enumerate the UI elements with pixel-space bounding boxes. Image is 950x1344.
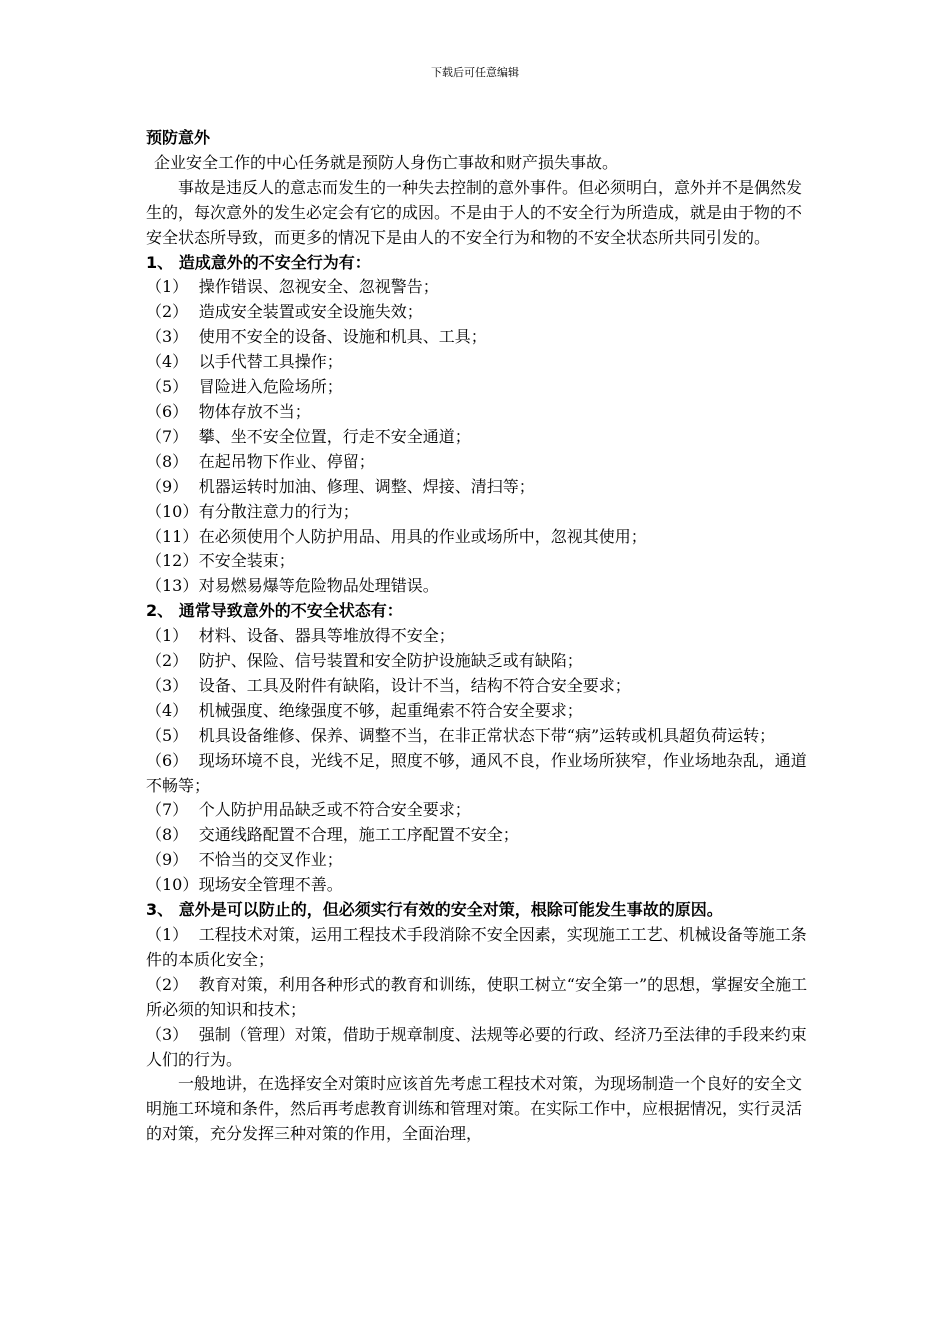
section-2-list (146, 624, 808, 898)
list-item-marker: （13） (146, 576, 199, 596)
list-item-marker: （5） (146, 725, 189, 745)
list-item (146, 500, 808, 525)
section-2-heading: 2、 通常导致意外的不安全状态有： (146, 601, 403, 621)
list-item-marker: （3） (146, 1024, 189, 1044)
list-item-marker: （12） (146, 551, 199, 571)
list-item-marker: （8） (146, 451, 189, 471)
list-item-marker: （8） (146, 825, 189, 845)
list-item-marker: （1） (146, 925, 189, 944)
list-item (146, 450, 808, 475)
page-header: 下载后可任意编辑 (431, 66, 519, 79)
section-3-list (146, 923, 808, 1072)
intro-paragraph-1: 企业安全工作的中心任务就是预防人身伤亡事故和财产损失事故。 (154, 152, 619, 172)
list-item-marker: （6） (146, 401, 189, 421)
list-item-text: 有分散注意力的行为； (198, 501, 359, 521)
list-item-text: 在必须使用个人防护用品、用具的作业或场所中，忽视其使用； (198, 526, 647, 546)
list-item-text: 机械强度、绝缘强度不够，起重绳索不符合安全要求； (198, 700, 583, 720)
list-item-text: 物体存放不当； (198, 401, 311, 421)
list-item (146, 400, 808, 425)
list-item-marker: （10） (146, 501, 199, 521)
list-item (146, 475, 808, 500)
list-item-marker: （2） (146, 302, 189, 322)
list-item-text: 交通线路配置不合理，施工工序配置不安全； (198, 825, 519, 845)
section-1-list (146, 275, 808, 599)
list-item (146, 973, 808, 1023)
list-item (146, 699, 808, 724)
list-item (146, 749, 808, 799)
list-item-text: 个人防护用品缺乏或不符合安全要求； (198, 800, 471, 820)
list-item-text: 防护、保险、信号装置和安全防护设施缺乏或有缺陷； (198, 651, 583, 671)
list-item-text: 材料、设备、器具等堆放得不安全； (198, 626, 455, 646)
list-item (146, 275, 808, 300)
list-item (146, 848, 808, 873)
section-1-heading: 1、 造成意外的不安全行为有： (146, 252, 371, 272)
list-item-marker: （2） (146, 974, 189, 994)
document-body (146, 126, 808, 1147)
list-item-text: 强制（管理）对策，借助于规章制度、法规等必要的行政、经济乃至法律的手段来约束人们的行为。 (146, 1024, 807, 1069)
list-item-text: 不恰当的交叉作业； (198, 850, 343, 870)
list-item-marker: （6） (146, 750, 189, 770)
list-item-text: 不安全装束； (198, 551, 295, 571)
list-item-marker: （3） (146, 675, 189, 695)
list-item-marker: （5） (146, 377, 189, 397)
list-item-marker: （9） (146, 850, 189, 870)
list-item (146, 300, 808, 325)
list-item-text: 冒险进入危险场所； (198, 377, 343, 397)
list-item (146, 574, 808, 599)
section-3-heading: 3、 意外是可以防止的，但必须实行有效的安全对策，根除可能发生事故的原因。 (146, 900, 723, 920)
list-item-text: 造成安全装置或安全设施失效； (198, 302, 423, 322)
list-item-text: 对易燃易爆等危险物品处理错误。 (198, 576, 439, 596)
list-item (146, 724, 808, 749)
list-item-text: 操作错误、忽视安全、忽视警告； (198, 277, 439, 297)
list-item (146, 649, 808, 674)
list-item-marker: （7） (146, 800, 189, 820)
list-item-marker: （7） (146, 426, 189, 446)
closing-paragraph: 一般地讲，在选择安全对策时应该首先考虑工程技术对策，为现场制造一个良好的安全文明施工环境和条件，然后再考虑教育训练和管理对策。在实际工作中，应根据情况，实行灵活的对策，充分发挥三种对策的作用，全面治理， (146, 1074, 803, 1144)
list-item-text: 教育对策，利用各种形式的教育和训练，使职工树立“安全第一”的思想，掌握安全施工所必须的知识和技术； (146, 974, 808, 1019)
list-item-text: 使用不安全的设备、设施和机具、工具； (198, 327, 487, 347)
list-item (146, 525, 808, 550)
list-item (146, 624, 808, 649)
list-item-text: 设备、工具及附件有缺陷，设计不当，结构不符合安全要求； (198, 675, 631, 695)
list-item-marker: （4） (146, 700, 189, 720)
list-item (146, 325, 808, 350)
list-item (146, 798, 808, 823)
list-item (146, 873, 808, 898)
list-item-text: 工程技术对策，运用工程技术手段消除不安全因素，实现施工工艺、机械设备等施工条件的本质化安全； (146, 925, 807, 969)
list-item (146, 674, 808, 699)
list-item-marker: （10） (146, 875, 199, 895)
list-item (146, 923, 808, 973)
list-item (146, 375, 808, 400)
list-item-marker: （3） (146, 327, 189, 347)
list-item-text: 在起吊物下作业、停留； (198, 451, 375, 471)
list-item (146, 350, 808, 375)
list-item-text: 现场安全管理不善。 (198, 875, 343, 895)
list-item (146, 1023, 808, 1073)
list-item (146, 549, 808, 574)
list-item-marker: （1） (146, 277, 189, 297)
list-item-text: 以手代替工具操作； (198, 352, 343, 372)
list-item-marker: （2） (146, 651, 189, 671)
document-title: 预防意外 (146, 128, 211, 147)
list-item-marker: （11） (146, 526, 199, 546)
list-item-marker: （9） (146, 476, 189, 496)
list-item-text: 机具设备维修、保养、调整不当，在非正常状态下带“病”运转或机具超负荷运转； (198, 725, 776, 745)
list-item (146, 425, 808, 450)
list-item-marker: （1） (146, 626, 189, 646)
list-item (146, 823, 808, 848)
list-item-text: 机器运转时加油、修理、调整、焊接、清扫等； (198, 476, 535, 496)
intro-paragraph-2: 事故是违反人的意志而发生的一种失去控制的意外事件。但必须明白，意外并不是偶然发生的，每次意外的发生必定会有它的成因。不是由于人的不安全行为所造成，就是由于物的不安全状态所导致，而更多的情况下是由人的不安全行为和物的不安全状态所共同引发的。 (146, 177, 803, 247)
list-item-text: 现场环境不良，光线不足，照度不够，通风不良，作业场所狭窄，作业场地杂乱，通道不畅等； (146, 750, 807, 795)
list-item-marker: （4） (146, 352, 189, 372)
list-item-text: 攀、坐不安全位置，行走不安全通道； (198, 426, 471, 446)
